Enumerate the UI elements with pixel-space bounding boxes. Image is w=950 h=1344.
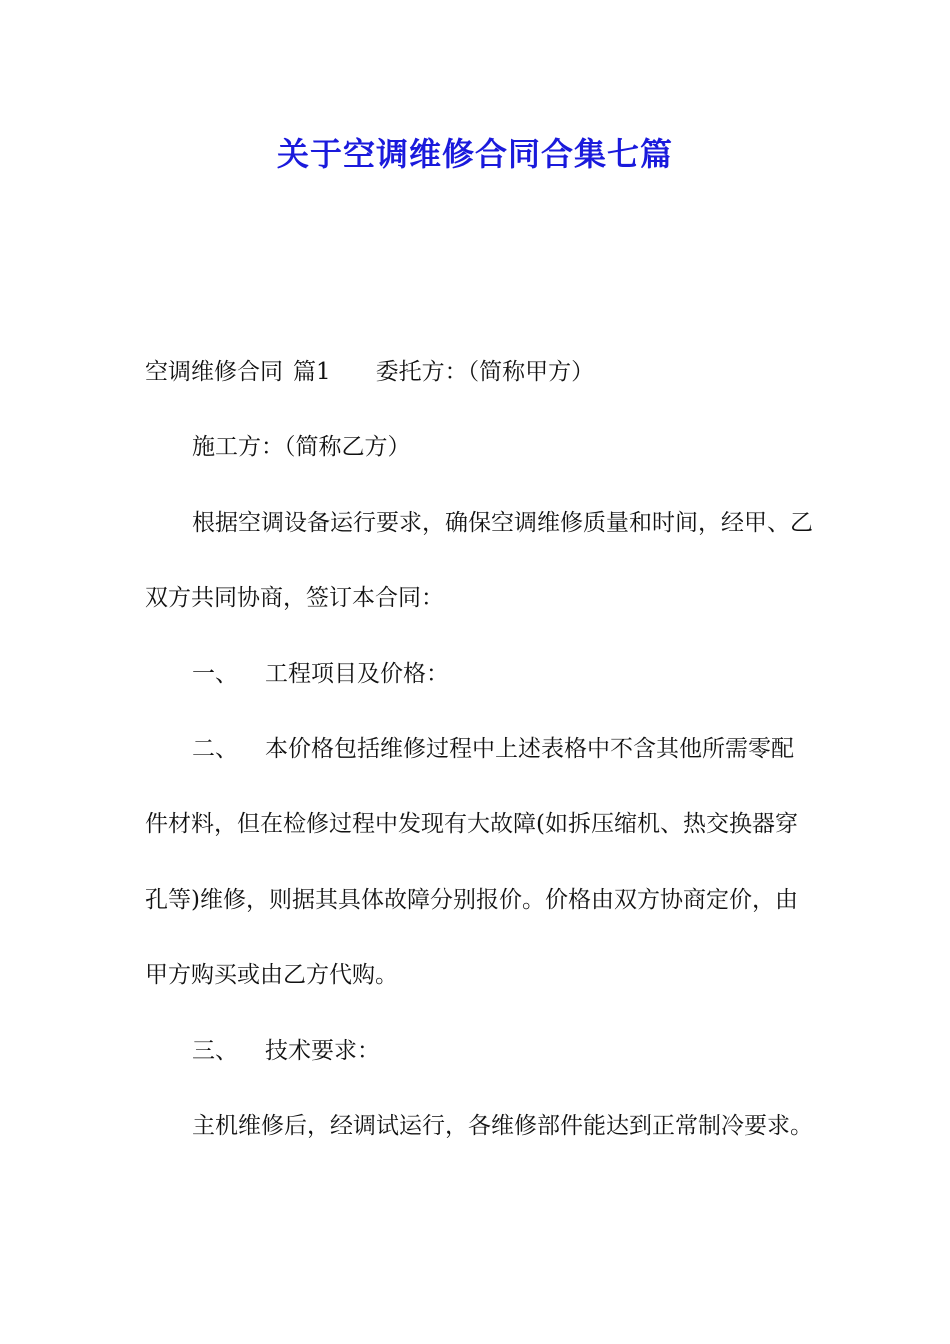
clause-2 xyxy=(145,712,813,1014)
contractor-line: 施工方：（简称乙方） xyxy=(192,434,411,461)
clause-2-number: 二、 xyxy=(192,736,238,763)
clause-3-text: 技术要求： xyxy=(265,1037,380,1064)
intro-paragraph: 根据空调设备运行要求，确保空调维修质量和时间，经甲、乙双方共同协商，签订本合同： xyxy=(145,509,813,612)
clause-1-number: 一、 xyxy=(192,660,238,687)
document-body xyxy=(145,335,813,1164)
contract-part: 篇1 xyxy=(293,359,331,385)
contract-heading: 空调维修合同 xyxy=(145,359,283,385)
clause-1 xyxy=(145,637,813,712)
clause-2-text: 本价格包括维修过程中上述表格中不含其他所需零配件材料，但在检修过程中发现有大故障(如拆压缩机、热交换器穿孔等)维修，则据其具体故障分别报价。价格由双方协商定价，由甲方购买或由乙方代购。 xyxy=(145,736,798,989)
clause-3 xyxy=(145,1014,813,1089)
clause-3-number: 三、 xyxy=(192,1037,238,1064)
requirement-paragraph: 主机维修后，经调试运行，各维修部件能达到正常制冷要求。 xyxy=(192,1113,813,1140)
header-line xyxy=(145,335,813,410)
clause-1-text: 工程项目及价格： xyxy=(265,660,449,687)
document-title: 关于空调维修合同合集七篇 xyxy=(276,135,673,173)
client-line: 委托方：（简称甲方） xyxy=(375,359,595,385)
